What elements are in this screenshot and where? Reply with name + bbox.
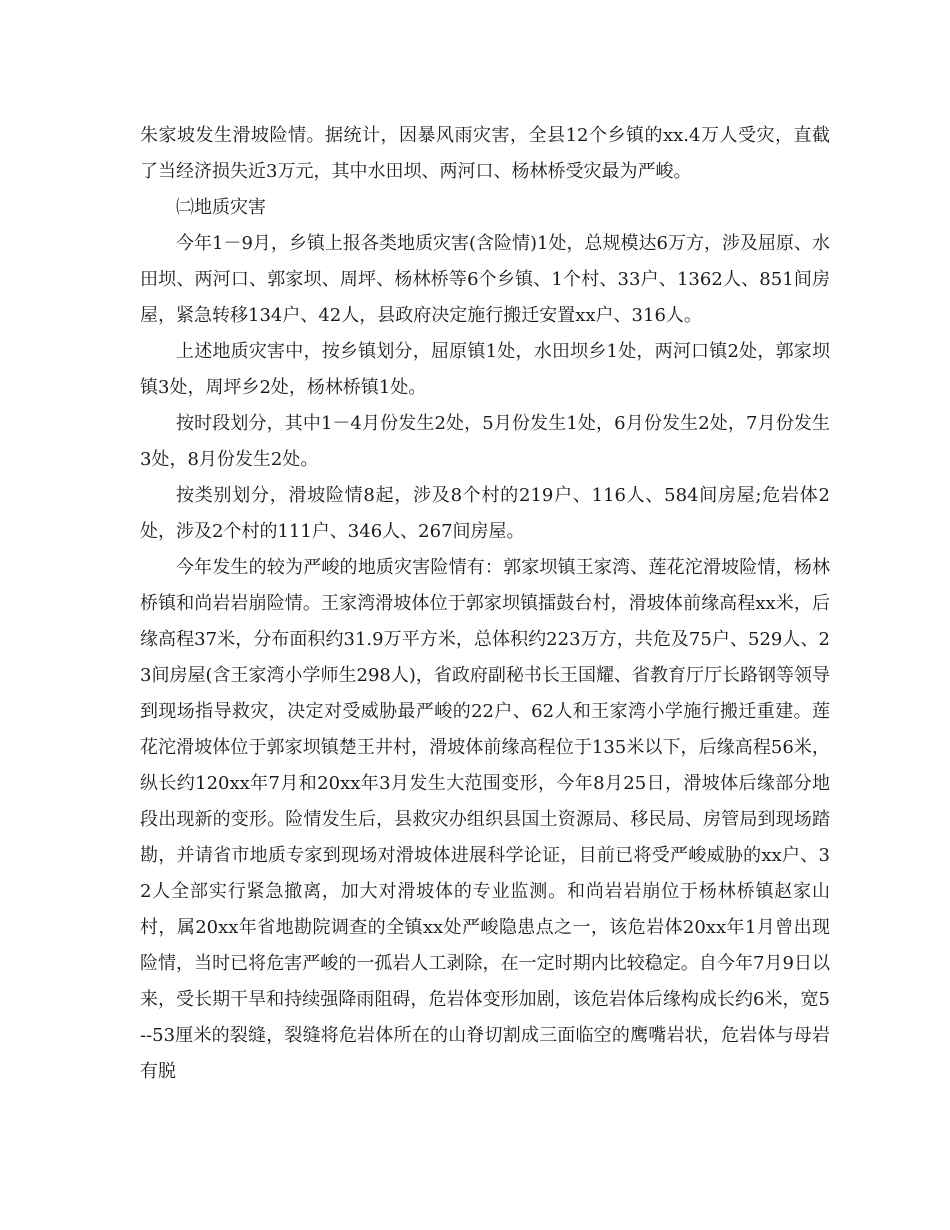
paragraph-major-hazards: 今年发生的较为严峻的地质灾害险情有：郭家坝镇王家湾、莲花沱滑坡险情，杨林桥镇和尚岩岩崩险情。王家湾滑坡体位于郭家坝镇擂鼓台村，滑坡体前缘高程xx米，后缘高程37米，分布面积约31.9万平方米，总体积约223万方，共危及75户、529人、23间房屋(含王家湾小学师生298人)，省政府副秘书长王国耀、省教育厅厅长路钢等领导到现场指导救灾，决定对受威胁最严峻的22户、62人和王家湾小学施行搬迁重建。莲花沱滑坡体位于郭家坝镇楚王井村，滑坡体前缘高程位于135米以下，后缘高程56米，纵长约120xx年7月和20xx年3月发生大范围变形，今年8月25日，滑坡体后缘部分地段出现新的变形。险情发生后，县救灾办组织县国土资源局、移民局、房管局到现场踏勘，并请省市地质专家到现场对滑坡体进展科学论证，目前已将受严峻威胁的xx户、32人全部实行紧急撤离，加大对滑坡体的专业监测。和尚岩岩崩位于杨林桥镇赵家山村，属20xx年省地勘院调查的全镇xx处严峻隐患点之一，该危岩体20xx年1月曾出现险情，当时已将危害严峻的一孤岩人工剥除，在一定时期内比较稳定。自今年7月9日以来，受长期干旱和持续强降雨阻碍，危岩体变形加剧，该危岩体后缘构成长约6米，宽5--53厘米的裂缝，裂缝将危岩体所在的山脊切割成三面临空的鹰嘴岩状，危岩体与母岩有脱 <box>140 557 830 1082</box>
section-heading-geological-disaster: ㈡地质灾害 <box>176 197 266 218</box>
document-body <box>140 118 830 1090</box>
paragraph-by-period: 按时段划分，其中1－4月份发生2处，5月份发生1处，6月份发生2处，7月份发生3处，8月份发生2处。 <box>140 413 830 470</box>
paragraph-disaster-summary: 朱家坡发生滑坡险情。据统计，因暴风雨灾害，全县12个乡镇的xx.4万人受灾，直截了当经济损失近3万元，其中水田坝、两河口、杨林桥受灾最为严峻。 <box>140 125 830 182</box>
paragraph-by-township: 上述地质灾害中，按乡镇划分，屈原镇1处，水田坝乡1处，两河口镇2处，郭家坝镇3处，周坪乡2处，杨林桥镇1处。 <box>140 341 830 398</box>
paragraph-by-type: 按类别划分，滑坡险情8起，涉及8个村的219户、116人、584间房屋;危岩体2处，涉及2个村的111户、346人、267间房屋。 <box>140 485 830 542</box>
paragraph-geological-overview: 今年1－9月，乡镇上报各类地质灾害(含险情)1处，总规模达6万方，涉及屈原、水田坝、两河口、郭家坝、周坪、杨林桥等6个乡镇、1个村、33户、1362人、851间房屋，紧急转移134户、42人，县政府决定施行搬迁安置xx户、316人。 <box>140 233 830 326</box>
